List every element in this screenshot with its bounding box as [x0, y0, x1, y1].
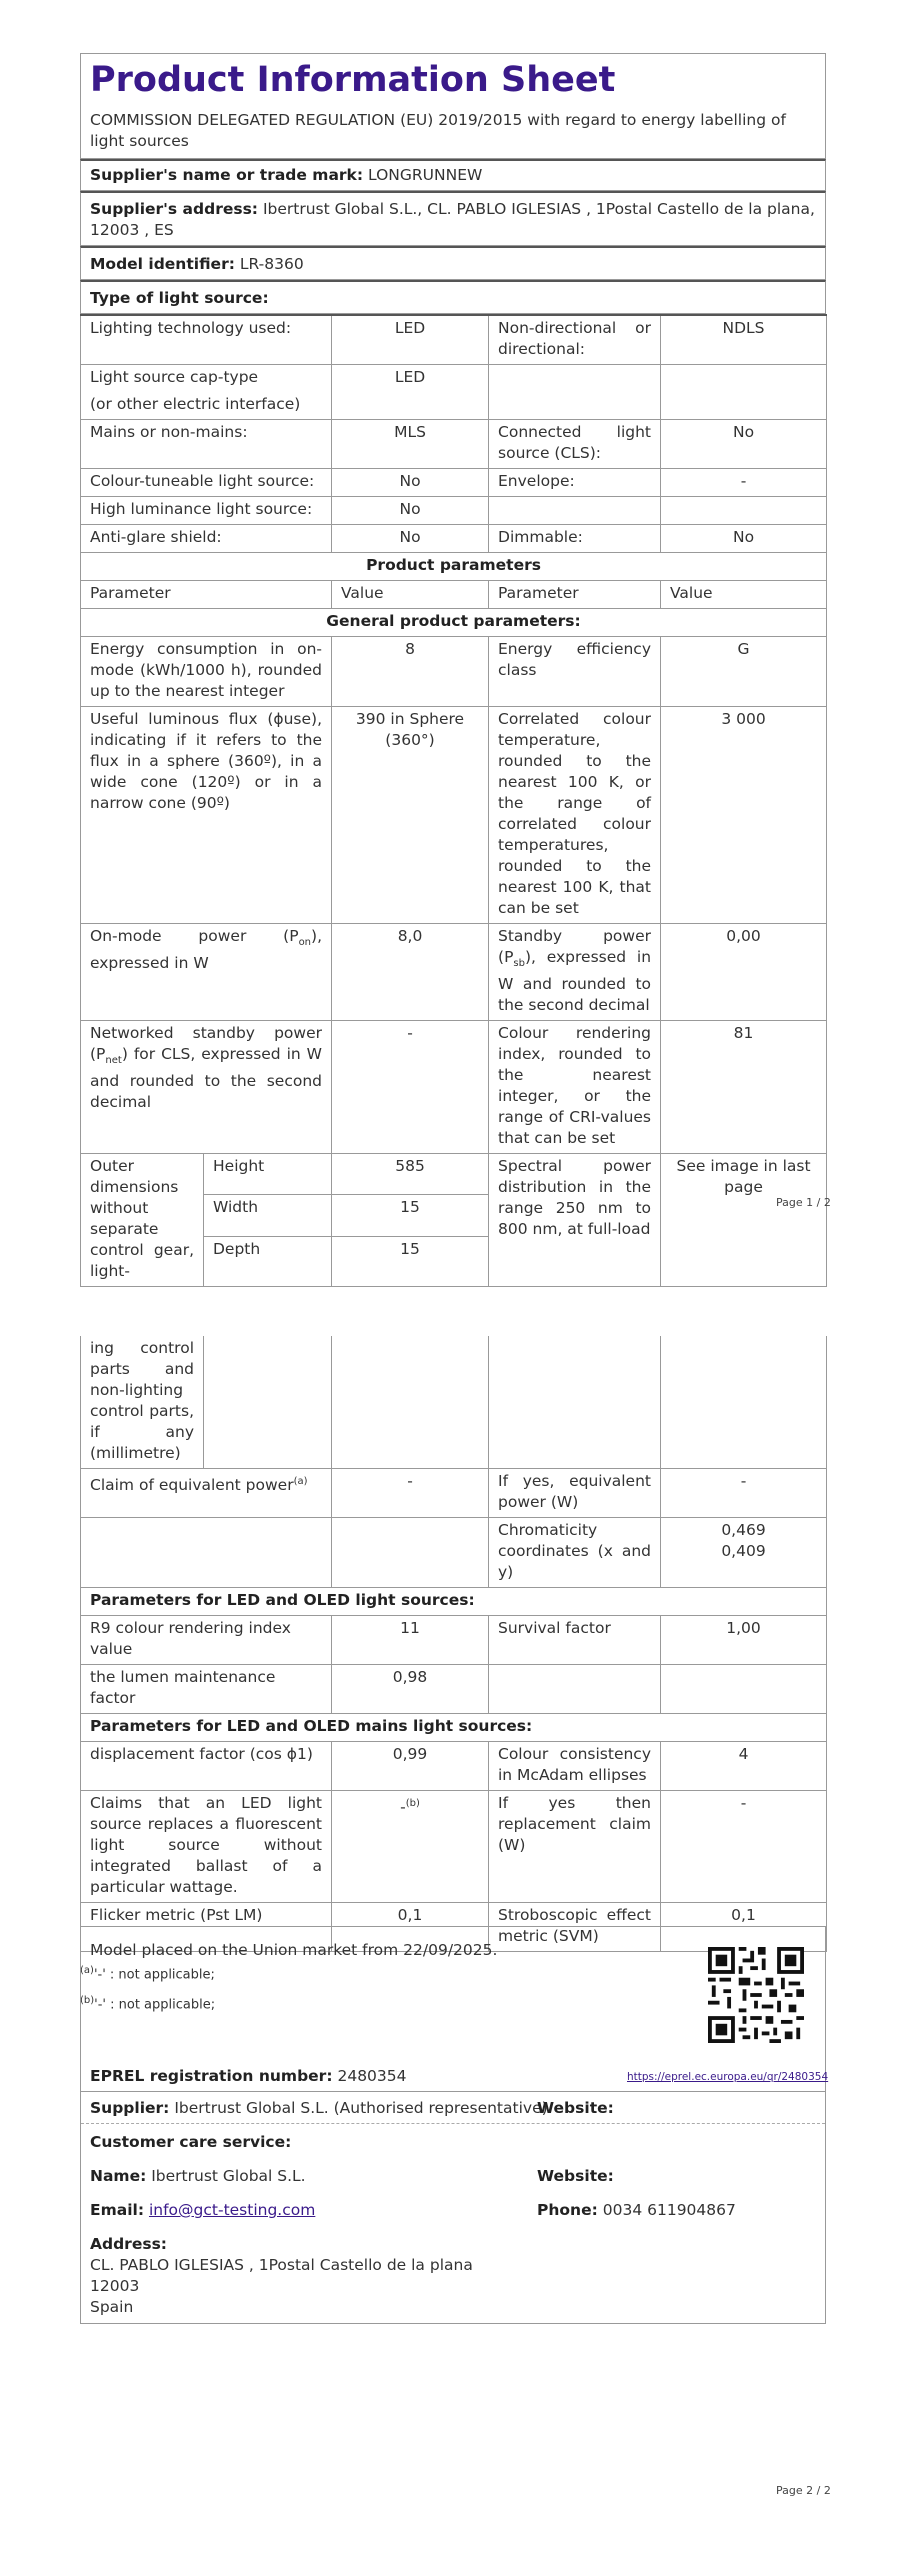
- col-header-value-2: Value: [661, 581, 827, 609]
- empty-cell: [332, 1336, 489, 1469]
- model-label: Model identifier:: [90, 255, 235, 273]
- fluorescent-claims-value: [332, 1791, 489, 1903]
- standby-power-value: 0,00: [661, 924, 827, 1021]
- colour-consistency-value: 4: [661, 1742, 827, 1791]
- on-mode-power-text: On-mode power (P: [90, 927, 299, 945]
- displacement-factor-label: displacement factor (cos ϕ1): [81, 1742, 332, 1791]
- supplier-name-value: LONGRUNNEW: [368, 166, 483, 184]
- equivalent-power-text: Claim of equivalent power: [90, 1476, 294, 1495]
- energy-class-label: Energy efficiency class: [489, 637, 661, 707]
- anti-glare-value: No: [332, 525, 489, 553]
- customer-name-label: Name:: [90, 2167, 147, 2185]
- height-value: 585: [332, 1154, 489, 1195]
- anti-glare-label: Anti-glare shield:: [81, 525, 332, 553]
- height-label: Height: [204, 1154, 332, 1195]
- title-block: [80, 53, 826, 159]
- equivalent-power-yes-label: If yes, equivalent power (W): [489, 1469, 661, 1518]
- page-2: [80, 1336, 826, 2019]
- footnote-b-text: '-' : not applicable;: [94, 1997, 216, 2013]
- supplier-website-label: Website:: [537, 2099, 614, 2117]
- eprel-value: 2480354: [337, 2067, 407, 2085]
- page-number-2: Page 2 / 2: [776, 2484, 831, 2497]
- lighting-tech-label: Lighting technology used:: [81, 315, 332, 365]
- col-header-value: Value: [332, 581, 489, 609]
- customer-email-link[interactable]: info@gct-testing.com: [148, 2201, 316, 2219]
- supplier-name-label: Supplier's name or trade mark:: [90, 166, 364, 184]
- displacement-factor-value: 0,99: [332, 1742, 489, 1791]
- type-heading: Type of light source:: [80, 280, 826, 314]
- cap-type-label-line1: Light source cap-type: [90, 368, 259, 386]
- market-placed-text: Model placed on the Union market from 22/09/2025.: [90, 1941, 498, 1959]
- r9-label: R9 colour rendering index value: [81, 1616, 332, 1665]
- cap-type-label: [81, 365, 332, 420]
- col-header-parameter: Parameter: [81, 581, 332, 609]
- footnote-b-ref: (b): [405, 1798, 420, 1809]
- empty-cell: [661, 1336, 827, 1469]
- empty-cell: [489, 497, 661, 525]
- luminous-flux-value: 390 in Sphere (360°): [332, 707, 489, 924]
- led-mains-parameters-heading: Parameters for LED and OLED mains light sources:: [81, 1714, 827, 1742]
- survival-factor-value: 1,00: [661, 1616, 827, 1665]
- envelope-label: Envelope:: [489, 469, 661, 497]
- cls-value: No: [661, 420, 827, 469]
- stroboscopic-value: 0,1: [661, 1903, 827, 1952]
- chromaticity-label: Chromaticity coordinates (x and y): [489, 1518, 661, 1588]
- fluorescent-claims-dash: -: [400, 1798, 406, 1817]
- energy-consumption-label: Energy consumption in on-mode (kWh/1000 h), rounded up to the nearest integer: [81, 637, 332, 707]
- outer-dimensions-label: Outer dimensions without separate control gear, light-: [81, 1154, 204, 1287]
- customer-care-heading: Customer care service:: [90, 2133, 292, 2151]
- supplier-label: Supplier:: [90, 2099, 170, 2117]
- empty-cell: [489, 365, 661, 420]
- customer-phone-row: [537, 2201, 736, 2219]
- equivalent-power-yes-value: -: [661, 1469, 827, 1518]
- eprel-divider: [81, 2091, 825, 2092]
- customer-phone-label: Phone:: [537, 2201, 598, 2219]
- lumen-maintenance-value: 0,98: [332, 1665, 489, 1714]
- flicker-metric-value: 0,1: [332, 1903, 489, 1952]
- empty-cell: [661, 1665, 827, 1714]
- lumen-maintenance-label: the lumen maintenance factor: [81, 1665, 332, 1714]
- fluorescent-claims-label: Claims that an LED light source replaces a fluorescent light source without integrated ballast of a particular wattage.: [81, 1791, 332, 1903]
- spectral-distribution-label: Spectral power distribution in the range 250 nm to 800 nm, at full-load: [489, 1154, 661, 1287]
- empty-cell: [661, 497, 827, 525]
- on-mode-power-text-2: ), expressed in W: [90, 927, 323, 973]
- standby-power-sub: sb: [513, 958, 525, 970]
- colour-tuneable-label: Colour-tuneable light source:: [81, 469, 332, 497]
- survival-factor-label: Survival factor: [489, 1616, 661, 1665]
- replacement-claim-value: -: [661, 1791, 827, 1903]
- eprel-label: EPREL registration number:: [90, 2067, 333, 2085]
- customer-address-label: Address:: [90, 2235, 167, 2253]
- equivalent-power-value: -: [332, 1469, 489, 1518]
- cap-type-label-line2: (or other electric interface): [90, 395, 301, 413]
- chromaticity-y: 0,409: [721, 1542, 766, 1560]
- high-luminance-label: High luminance light source:: [81, 497, 332, 525]
- width-label: Width: [204, 1195, 332, 1236]
- cap-type-value: LED: [332, 365, 489, 420]
- empty-cell: [204, 1336, 332, 1469]
- regulation-subtitle: COMMISSION DELEGATED REGULATION (EU) 2019/2015 with regard to energy labelling of light sources: [90, 111, 786, 150]
- supplier-address-value: Ibertrust Global S.L., CL. PABLO IGLESIAS , 1Postal Castello de la plana, 12003 , ES: [90, 200, 815, 239]
- depth-value: 15: [332, 1236, 489, 1286]
- supplier-row: [90, 2099, 548, 2117]
- customer-email-label: Email:: [90, 2201, 145, 2219]
- col-header-parameter-2: Parameter: [489, 581, 661, 609]
- r9-value: 11: [332, 1616, 489, 1665]
- standby-power-label: [489, 924, 661, 1021]
- customer-phone-value: 0034 611904867: [602, 2201, 736, 2219]
- replacement-claim-label: If yes then replacement claim (W): [489, 1791, 661, 1903]
- page2-table: [80, 1336, 827, 1952]
- chromaticity-x: 0,469: [721, 1521, 766, 1539]
- on-mode-power-label: [81, 924, 332, 1021]
- cct-value: 3 000: [661, 707, 827, 924]
- networked-standby-label: [81, 1021, 332, 1154]
- high-luminance-value: No: [332, 497, 489, 525]
- supplier-name-row: [80, 159, 826, 191]
- page-1: [80, 53, 826, 1287]
- customer-address: [90, 2234, 473, 2318]
- networked-standby-value: -: [332, 1021, 489, 1154]
- customer-name-value: Ibertrust Global S.L.: [151, 2167, 306, 2185]
- energy-class-value: G: [661, 637, 827, 707]
- customer-website-label: Website:: [537, 2167, 614, 2185]
- page-title: Product Information Sheet: [90, 60, 616, 100]
- networked-standby-text-2: ) for CLS, expressed in W and rounded to the second decimal: [90, 1045, 323, 1112]
- empty-cell: [489, 1336, 661, 1469]
- market-info-box: [80, 1926, 829, 2324]
- energy-consumption-value: 8: [332, 637, 489, 707]
- product-parameters-heading: Product parameters: [81, 553, 827, 581]
- cls-label: Connected light source (CLS):: [489, 420, 661, 469]
- led-parameters-heading: Parameters for LED and OLED light sources:: [81, 1588, 827, 1616]
- customer-email-row: [90, 2201, 315, 2219]
- footnote-a-text: '-' : not applicable;: [93, 1967, 215, 1983]
- networked-standby-sub: net: [105, 1055, 122, 1067]
- model-value: LR-8360: [239, 255, 304, 273]
- on-mode-power-sub: on: [298, 937, 312, 949]
- stroboscopic-label: Stroboscopic effect metric (SVM): [489, 1903, 661, 1952]
- empty-cell: [332, 1518, 489, 1588]
- cri-label: Colour rendering index, rounded to the nearest integer, or the range of CRI-values that can be set: [489, 1021, 661, 1154]
- supplier-value: Ibertrust Global S.L. (Authorised representative): [174, 2099, 548, 2117]
- standby-power-text: Standby power (P: [498, 927, 652, 966]
- empty-cell: [489, 1665, 661, 1714]
- colour-consistency-label: Colour consistency in McAdam ellipses: [489, 1742, 661, 1791]
- customer-address-line-3: Spain: [90, 2298, 134, 2316]
- qr-code-icon[interactable]: [708, 1947, 804, 2043]
- equivalent-power-label: [81, 1469, 332, 1518]
- luminous-flux-label: Useful luminous flux (ϕuse), indicating if it refers to the flux in a sphere (360º), in a wide cone (120º) or in a narrow cone (90º): [81, 707, 332, 924]
- mains-value: MLS: [332, 420, 489, 469]
- depth-label: Depth: [204, 1236, 332, 1286]
- empty-cell: [81, 1518, 332, 1588]
- dimmable-label: Dimmable:: [489, 525, 661, 553]
- eprel-row: [90, 2067, 407, 2085]
- envelope-value: -: [661, 469, 827, 497]
- width-value: 15: [332, 1195, 489, 1236]
- on-mode-power-value: 8,0: [332, 924, 489, 1021]
- colour-tuneable-value: No: [332, 469, 489, 497]
- eprel-url-link[interactable]: https://eprel.ec.europa.eu/qr/2480354: [627, 2071, 829, 2083]
- directional-label: Non-directional or directional:: [489, 315, 661, 365]
- page-number-1: Page 1 / 2: [776, 1196, 831, 1209]
- footnote-a-ref: (a): [293, 1476, 308, 1487]
- general-parameters-heading: General product parameters:: [81, 609, 827, 637]
- model-row: [80, 246, 826, 280]
- customer-address-line-2: 12003: [90, 2277, 140, 2295]
- dimmable-value: No: [661, 525, 827, 553]
- outer-dimensions-label-cont: ing control parts and non-lighting control parts, if any (millimetre): [81, 1336, 204, 1469]
- supplier-divider: [81, 2123, 825, 2124]
- customer-name-row: [90, 2167, 306, 2185]
- footnote-b-mark: (b): [80, 1995, 95, 2007]
- lighting-tech-value: LED: [332, 315, 489, 365]
- networked-standby-text: Networked standby power (P: [90, 1024, 323, 1064]
- cct-label: Correlated colour temperature, rounded to the nearest 100 K, or the range of correlated colour temperatures, rounded to the nearest 100 K, that can be set: [489, 707, 661, 924]
- standby-power-text-2: ), expressed in W and rounded to the second decimal: [498, 948, 652, 1015]
- cri-value: 81: [661, 1021, 827, 1154]
- flicker-metric-label: Flicker metric (Pst LM): [81, 1903, 332, 1952]
- supplier-address-row: [80, 191, 826, 246]
- supplier-address-label: Supplier's address:: [90, 200, 258, 218]
- chromaticity-value: [661, 1518, 827, 1588]
- spectral-distribution-value: See image in last page: [661, 1154, 827, 1287]
- footnote-a-mark: (a): [80, 1965, 94, 1976]
- mains-label: Mains or non-mains:: [81, 420, 332, 469]
- customer-address-line-1: CL. PABLO IGLESIAS , 1Postal Castello de la plana: [90, 2256, 473, 2274]
- directional-value: NDLS: [661, 315, 827, 365]
- page1-table: [80, 314, 827, 1287]
- empty-cell: [661, 365, 827, 420]
